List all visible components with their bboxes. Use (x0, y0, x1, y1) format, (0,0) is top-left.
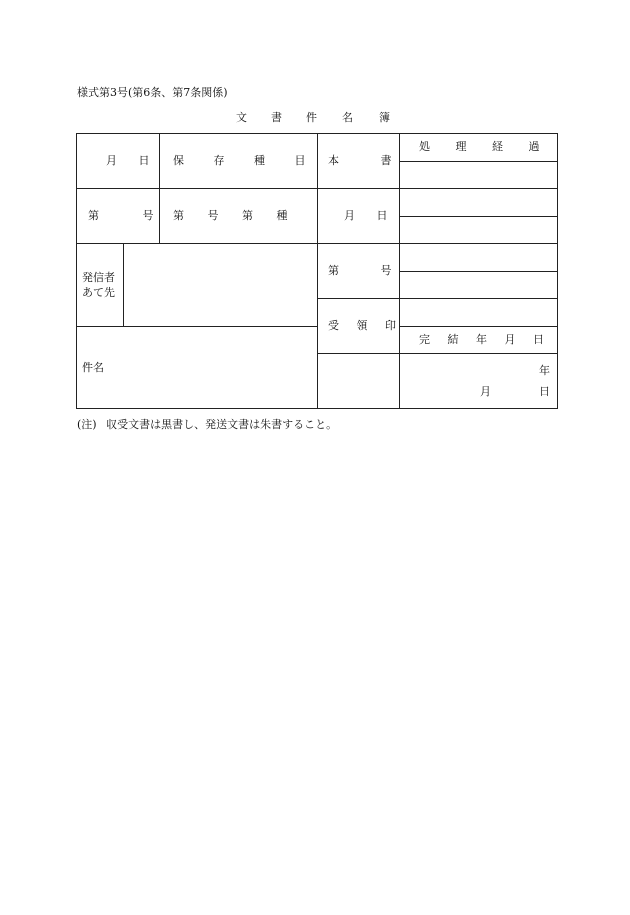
day-label: 日 (539, 385, 550, 398)
footnote: (注) 収受文書は黒書し、発送文書は朱書すること。 (77, 418, 338, 431)
subject-label: 件名 (82, 361, 104, 374)
processing-history-header: 処 理 経 過 (419, 140, 540, 153)
number-type-label: 第 号 第 種 (173, 209, 288, 222)
title-char: 書 (271, 111, 282, 124)
completion-date-label: 完 結 年 月 日 (419, 333, 544, 346)
retention-type-header: 保 存 種 目 (173, 154, 306, 167)
title-char: 簿 (379, 111, 390, 124)
year-label: 年 (539, 364, 550, 377)
original-document-header: 本 書 (328, 154, 392, 167)
title-char: 名 (342, 111, 353, 124)
table-grid (76, 133, 558, 409)
month-day-header-1: 月 日 (106, 154, 150, 167)
document-title (236, 111, 392, 124)
title-char: 件 (306, 111, 317, 124)
receipt-seal-label: 受 領 印 (328, 319, 396, 332)
form-label: 様式第3号(第6条、第7条関係) (77, 86, 228, 99)
number-label-1: 第 号 (88, 209, 154, 222)
number-label-2: 第 号 (328, 264, 392, 277)
title-char: 文 (236, 111, 247, 124)
sender-recipient-label: 発信者 あて先 (82, 271, 115, 299)
month-day-header-2: 月 日 (344, 209, 388, 222)
month-label: 月 (480, 385, 491, 398)
document-register-table (76, 133, 558, 409)
